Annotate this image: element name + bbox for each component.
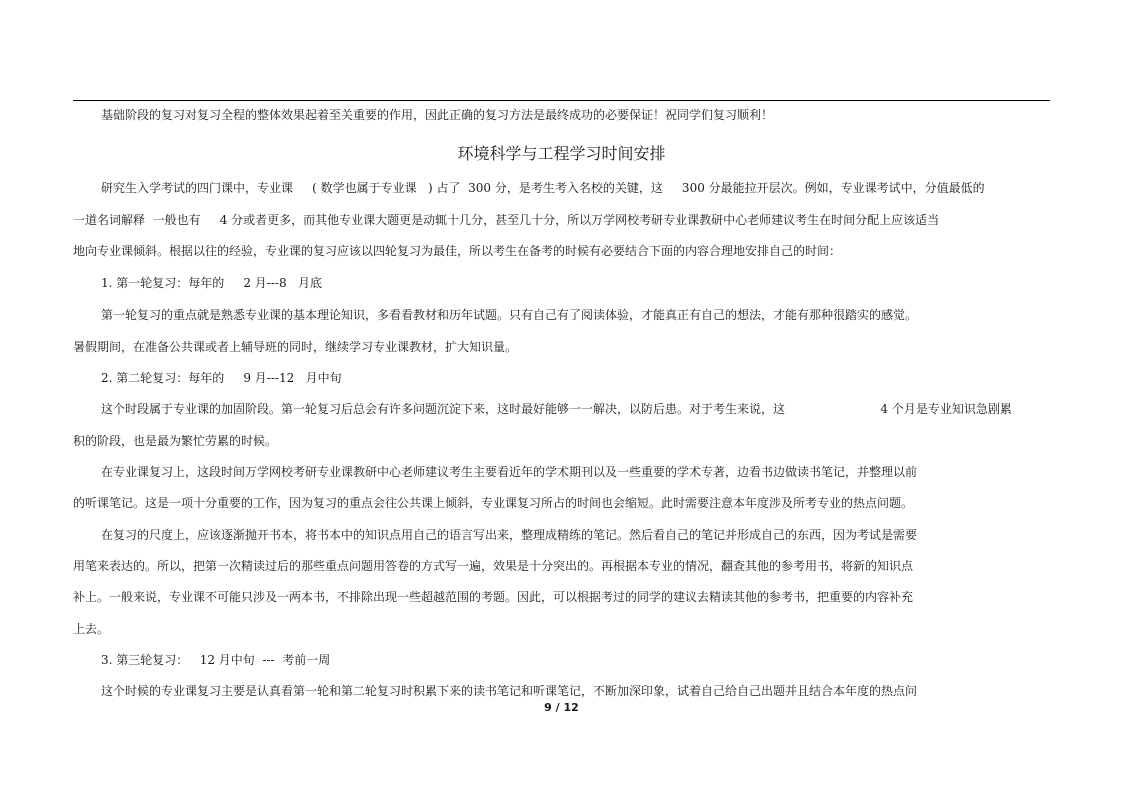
paragraph-line: 补上。一般来说，专业课不可能只涉及一两本书，不排除出现一些超越范围的考题。因此，可以根据考过的同学的建议去精读其他的参考书，把重要的内容补充	[73, 590, 914, 604]
paragraph-line: 暑假期间，在准备公共课或者上辅导班的同时，继续学习专业课教材，扩大知识量。	[73, 340, 518, 354]
paragraph-line: 在专业课复习上，这段时间万学网校考研专业课教研中心老师建议考生主要看近年的学术期刊以及一些重要的学术专著，边看书边做读书笔记，并整理以前	[101, 465, 918, 479]
paragraph-line: 研究生入学考试的四门课中，专业课 ( 数学也属于专业课 ) 占了 300 分，是考生考入名校的关键，这 300 分最能拉开层次。例如，专业课考试中，分值最低的	[101, 181, 985, 195]
intro-line: 基础阶段的复习对复习全程的整体效果起着至关重要的作用，因此正确的复习方法是最终成功的必要保证！祝同学们复习顺利！	[101, 108, 774, 122]
header-rule	[73, 100, 1050, 101]
paragraph-line: 积的阶段，也是最为繁忙劳累的时候。	[73, 434, 278, 448]
paragraph-line: 用笔来表达的。所以，把第一次精读过后的那些重点问题用答卷的方式写一遍，效果是十分突出的。再根据本专业的情况，翻查其他的参考用书，将新的知识点	[73, 559, 914, 573]
document-title: 环境科学与工程学习时间安排	[457, 144, 666, 163]
paragraph-line: 的听课笔记。这是一项十分重要的工作，因为复习的重点会往公共课上倾斜，专业课复习所占的时间也会缩短。此时需要注意本年度涉及所考专业的热点问题。	[73, 496, 914, 510]
paragraph-line: 第一轮复习的重点就是熟悉专业课的基本理论知识，多看看教材和历年试题。只有自己有了阅读体验，才能真正有自己的想法，才能有那种很踏实的感觉。	[101, 308, 918, 322]
paragraph-line: 这个时候的专业课复习主要是认真看第一轮和第二轮复习时积累下来的读书笔记和听课笔记，不断加深印象，试着自己给自己出题并且结合本年度的热点问	[101, 684, 918, 698]
paragraph-line: 地向专业课倾斜。根据以往的经验，专业课的复习应该以四轮复习为最佳，所以考生在备考的时候有必要结合下面的内容合理地安排自己的时间：	[73, 244, 842, 258]
paragraph-line: 一道名词解释 一般也有 4 分或者更多，而其他专业课大题更是动辄十几分，甚至几十分，所以万学网校考研专业课教研中心老师建议考生在时间分配上应该适当	[73, 213, 940, 227]
paragraph-line: 在复习的尺度上，应该逐渐抛开书本，将书本中的知识点用自己的语言写出来，整理成精练的笔记。然后看自己的笔记并形成自己的东西，因为考试是需要	[101, 528, 918, 542]
paragraph-line: 上去。	[73, 622, 110, 636]
section-heading-3: 3. 第三轮复习： 12 月中旬 --- 考前一周	[101, 653, 331, 667]
section-heading-1: 1. 第一轮复习：每年的 2 月---8 月底	[101, 276, 323, 290]
page-number: 9 / 12	[544, 701, 579, 714]
paragraph-line: 这个时段属于专业课的加固阶段。第一轮复习后总会有许多问题沉淀下来，这时最好能够一一解决，以防后患。对于考生来说，这 4 个月是专业知识急剧累	[101, 402, 1012, 416]
section-heading-2: 2. 第二轮复习：每年的 9 月---12 月中旬	[101, 371, 342, 385]
